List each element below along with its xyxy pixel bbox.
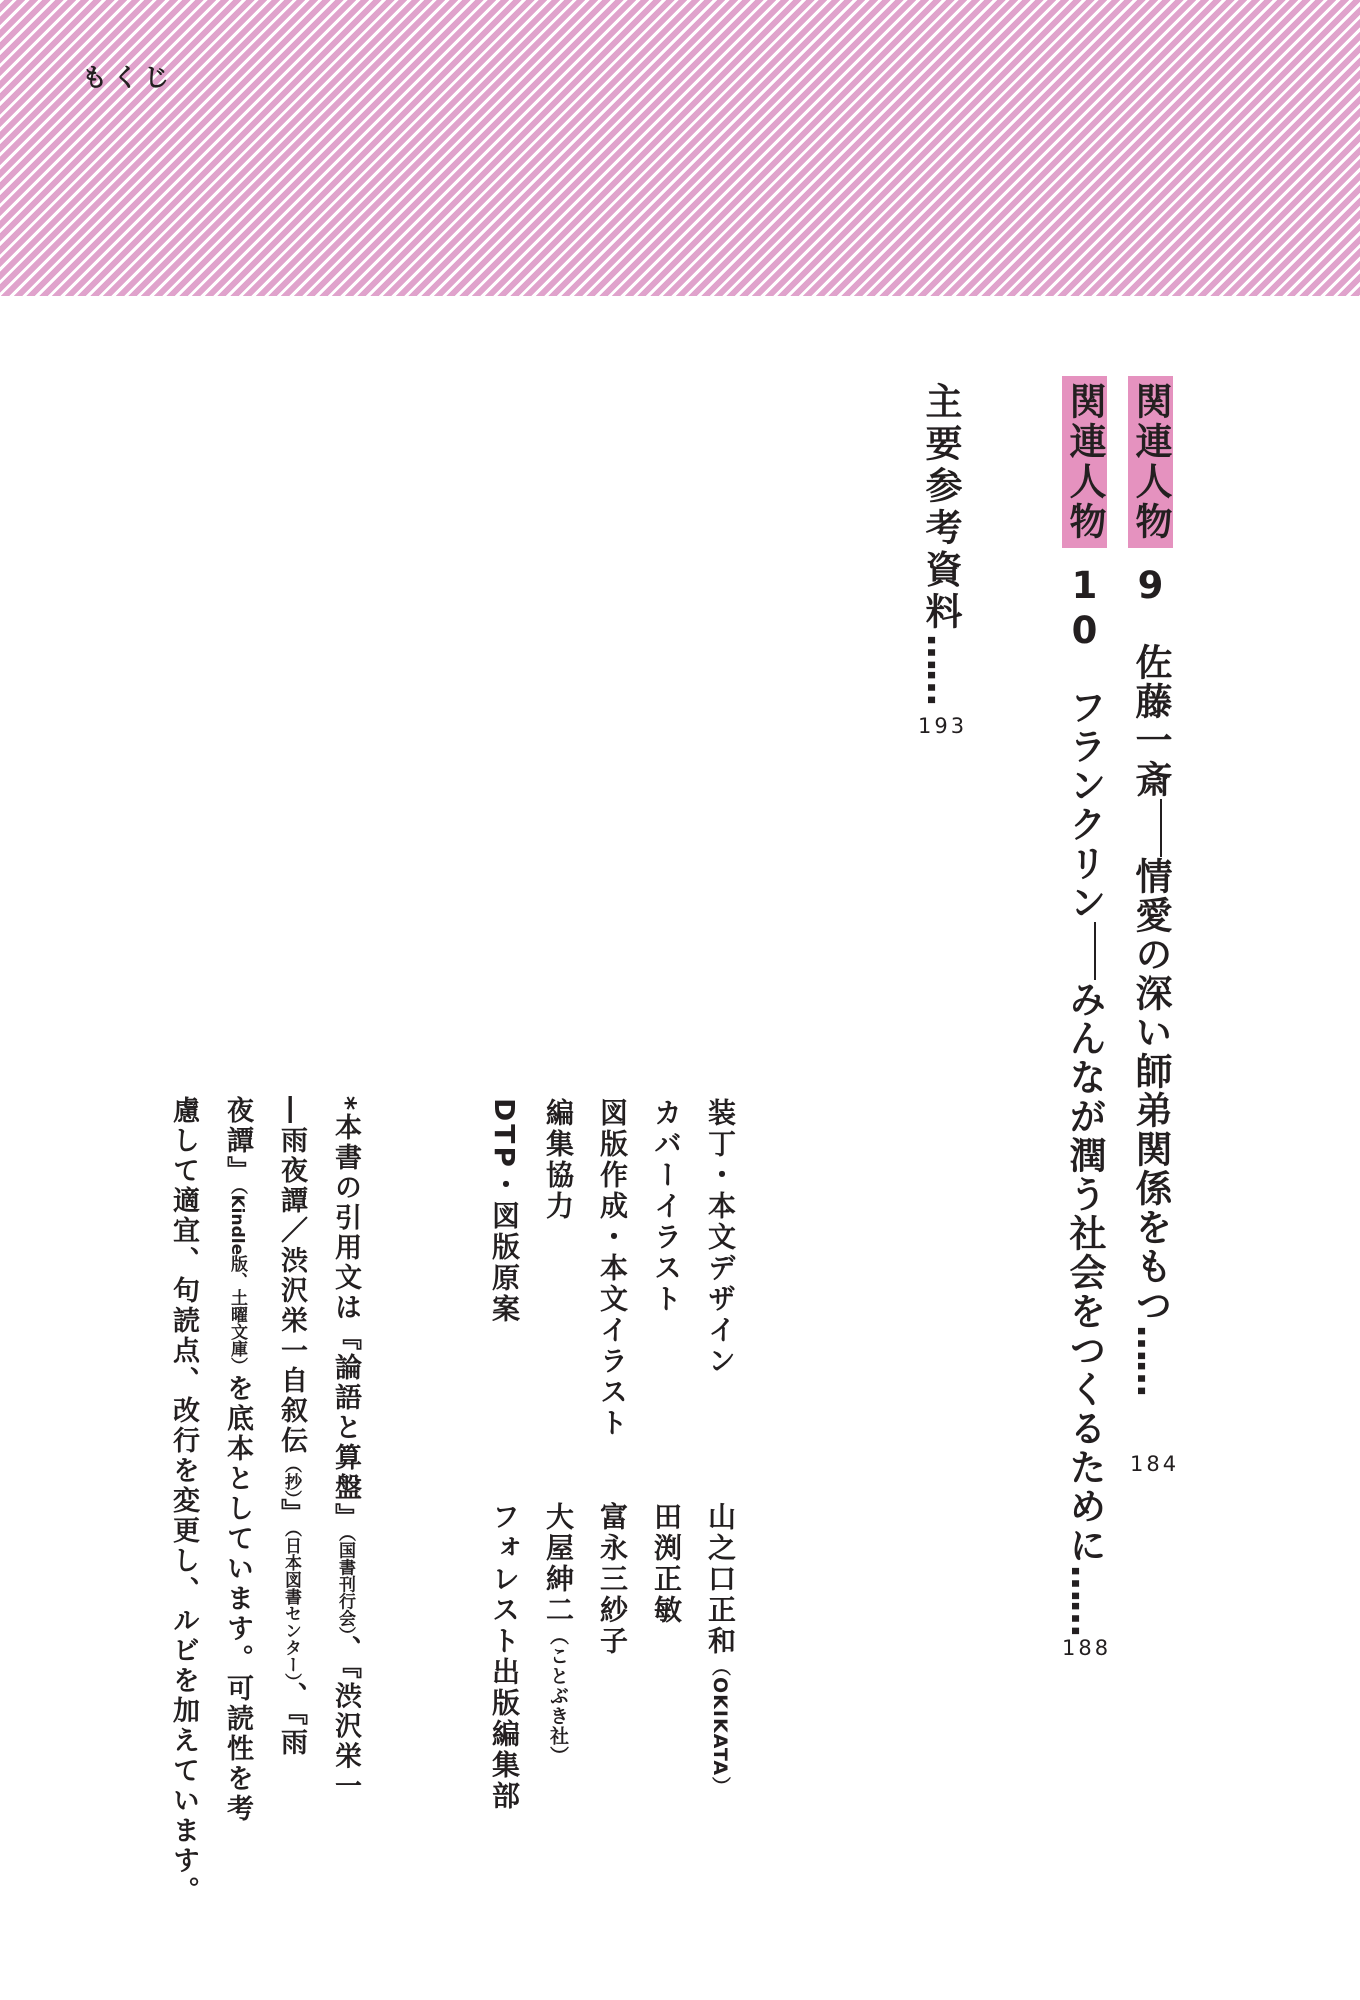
credit-name: [542, 1502, 575, 1766]
credit-role: カバーイラスト: [650, 1098, 683, 1315]
credit-role: DTP・図版原案: [488, 1098, 521, 1325]
entry-subtitle: 情愛の深い師弟関係をもつ: [1129, 857, 1172, 1325]
note-small-text: （抄）: [281, 1456, 301, 1499]
note-text: ―雨夜譚／渋沢栄一自叙伝: [276, 1096, 307, 1456]
note-text: を底本としています。可読性を考: [222, 1374, 253, 1825]
entry-name: フランクリン: [1063, 688, 1106, 922]
credit-name-text: 富永三紗子: [596, 1502, 629, 1657]
references-label: 主要参考資料: [919, 382, 962, 634]
entry-number: 10: [1063, 564, 1106, 654]
note-line: [332, 1096, 359, 1802]
note-text: 』: [276, 1498, 307, 1529]
note-small-text: （国書刊行会）: [335, 1533, 355, 1636]
note-small-text: （日本図書センター）: [281, 1528, 301, 1682]
toc-references: [919, 382, 962, 704]
toc-entry-10: [1062, 376, 1113, 1635]
note-line: [224, 1096, 251, 1824]
credit-name-text: フォレスト出版編集部: [488, 1502, 521, 1812]
page-number: 193: [918, 714, 968, 738]
credit-name-text: 田渕正敏: [650, 1502, 683, 1626]
credit-role: 装丁・本文デザイン: [704, 1098, 737, 1377]
entry-name: 佐藤一斎: [1129, 643, 1172, 799]
note-small-text: （Kindle版、土曜文庫）: [227, 1186, 247, 1375]
entry-subtitle: みんなが潤う社会をつくるために: [1063, 980, 1106, 1565]
page-title: もくじ: [82, 63, 176, 92]
note-text: 、『渋沢栄一: [330, 1635, 361, 1802]
note-text: 、『雨: [276, 1681, 307, 1758]
credit-role: 図版作成・本文イラスト: [596, 1098, 629, 1439]
credit-name: [704, 1502, 737, 1797]
note-line: 慮して適宜、句読点、改行を変更し、ルビを加えています。: [168, 1096, 199, 1906]
related-person-badge: 関連人物: [1128, 376, 1173, 548]
toc-entry-9: [1128, 376, 1179, 1395]
credit-name: [596, 1502, 629, 1657]
note-line: [278, 1096, 305, 1758]
related-person-badge: 関連人物: [1062, 376, 1107, 548]
leader-dots: ……: [1129, 1325, 1172, 1395]
credit-name-text: 大屋紳二: [542, 1502, 575, 1626]
credit-affiliation: （OKIKATA）: [709, 1657, 731, 1797]
credit-name: [650, 1502, 683, 1626]
credit-role: 編集協力: [542, 1098, 575, 1222]
entry-number: 9: [1129, 564, 1172, 609]
leader-dots: ……: [919, 634, 962, 704]
note-text: *本書の引用文は『論語と算盤』: [330, 1096, 361, 1534]
em-dash: [1160, 799, 1162, 857]
page-number: 188: [1062, 1636, 1112, 1660]
page-number: 184: [1130, 1452, 1180, 1476]
credit-affiliation: （ことぶき社）: [547, 1626, 569, 1766]
leader-dots: ……: [1063, 1565, 1106, 1635]
credit-name: [488, 1502, 521, 1812]
note-text: 夜譚』: [222, 1096, 253, 1186]
em-dash: [1094, 922, 1096, 980]
header-band: [0, 0, 1360, 296]
credit-name-text: 山之口正和: [704, 1502, 737, 1657]
